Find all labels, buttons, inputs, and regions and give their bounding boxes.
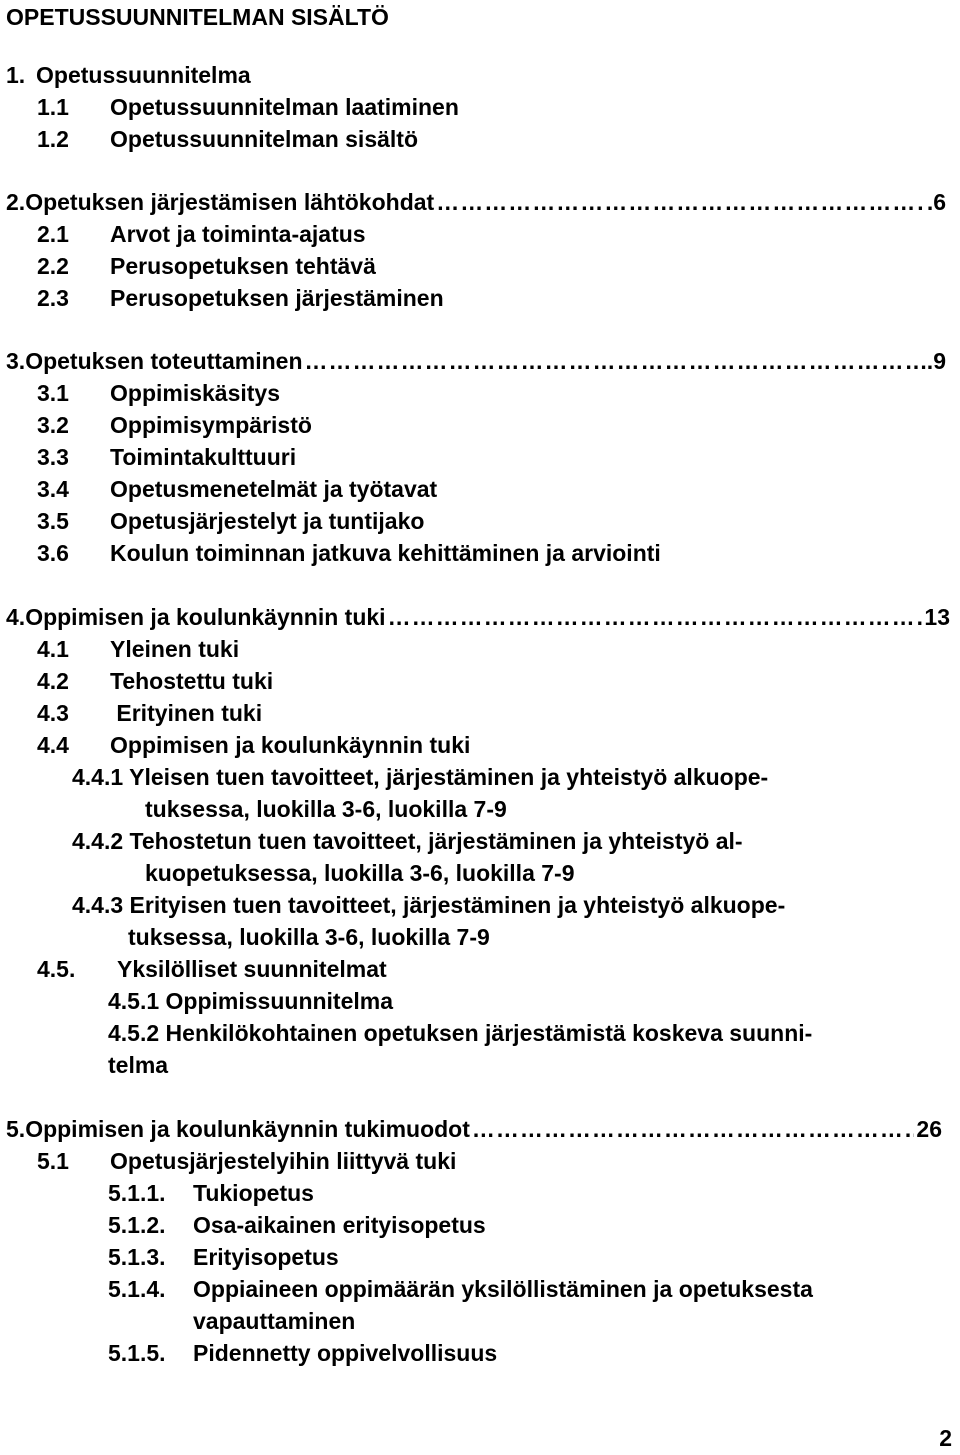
toc-label: Osa-aikainen erityisopetus: [193, 1212, 486, 1238]
toc-item-4-4-2-cont: [145, 858, 575, 888]
toc-page-number: .6: [926, 189, 946, 215]
toc-item-3-1[interactable]: [37, 378, 280, 408]
toc-item-4-3[interactable]: [37, 698, 262, 728]
toc-page-number: 26: [916, 1116, 942, 1142]
toc-label: 4.4.3 Erityisen tuen tavoitteet, järjestäminen ja yhteistyö alkuope-: [72, 892, 786, 918]
toc-item-5-1-2[interactable]: [108, 1210, 486, 1240]
toc-label: 4.5.1 Oppimissuunnitelma: [108, 988, 394, 1014]
toc-label-continuation: tuksessa, luokilla 3-6, luokilla 7-9: [145, 796, 507, 822]
toc-label: Oppimisen ja koulunkäynnin tuki: [110, 732, 471, 758]
toc-item-4-5[interactable]: [37, 954, 387, 984]
toc-item-4-4-3[interactable]: [72, 890, 785, 920]
toc-label: Perusopetuksen tehtävä: [110, 253, 376, 279]
toc-item-4-4-2[interactable]: [72, 826, 743, 856]
toc-item-1-1[interactable]: [37, 92, 459, 122]
toc-item-3[interactable]: [6, 346, 946, 376]
toc-item-2-1[interactable]: [37, 219, 366, 249]
toc-label: Opetusmenetelmät ja työtavat: [110, 476, 438, 502]
toc-number: 1.1: [37, 94, 69, 120]
toc-label: Opetussuunnitelman laatiminen: [110, 94, 459, 120]
toc-number: 4.2: [37, 668, 69, 694]
toc-item-4-2[interactable]: [37, 666, 273, 696]
toc-item-4-4-1-cont: [145, 794, 507, 824]
toc-item-4[interactable]: [6, 602, 950, 632]
toc-item-3-4[interactable]: [37, 474, 437, 504]
toc-label: Koulun toiminnan jatkuva kehittäminen ja arviointi: [110, 540, 661, 566]
toc-number: 4.1: [37, 636, 69, 662]
toc-label: Arvot ja toiminta-ajatus: [110, 221, 366, 247]
toc-number: 5.1.3.: [108, 1244, 166, 1270]
toc-item-5[interactable]: [6, 1114, 942, 1144]
toc-number: 3.1: [37, 380, 69, 406]
toc-item-4-1[interactable]: [37, 634, 239, 664]
toc-item-4-4[interactable]: [37, 730, 470, 760]
toc-label: Opetuksen toteuttaminen: [25, 348, 303, 374]
toc-number: 3.3: [37, 444, 69, 470]
toc-number: 2.3: [37, 285, 69, 311]
toc-number: 2.2: [37, 253, 69, 279]
toc-number: 5.: [6, 1116, 26, 1142]
toc-item-4-5-2[interactable]: [108, 1018, 812, 1048]
toc-label: Opetussuunnitelma: [36, 62, 251, 88]
page-number: 2: [939, 1425, 952, 1451]
toc-item-5-1-4[interactable]: [108, 1274, 813, 1304]
toc-label-continuation: vapauttaminen: [193, 1308, 356, 1334]
toc-label: Tukiopetus: [193, 1180, 314, 1206]
toc-item-5-1-5[interactable]: [108, 1338, 497, 1368]
toc-label: 4.4.2 Tehostetun tuen tavoitteet, järjestäminen ja yhteistyö al-: [72, 828, 743, 854]
toc-label: Perusopetuksen järjestäminen: [110, 285, 444, 311]
toc-leader-dots: [388, 602, 923, 632]
toc-label: Opetusjärjestelyihin liittyvä tuki: [110, 1148, 457, 1174]
toc-number: 5.1.5.: [108, 1340, 166, 1366]
toc-item-4-5-1[interactable]: [108, 986, 393, 1016]
toc-label: Opetusjärjestelyt ja tuntijako: [110, 508, 425, 534]
toc-number: 5.1.1.: [108, 1180, 166, 1206]
toc-label: Oppimiskäsitys: [110, 380, 281, 406]
toc-item-3-5[interactable]: [37, 506, 424, 536]
toc-item-5-1[interactable]: [37, 1146, 456, 1176]
toc-number: 3.5: [37, 508, 69, 534]
toc-item-4-4-3-cont: [128, 922, 490, 952]
toc-label: Tehostettu tuki: [110, 668, 274, 694]
toc-leader-dots: [472, 1114, 915, 1144]
toc-number: 1.: [6, 62, 26, 88]
toc-label-continuation: kuopetuksessa, luokilla 3-6, luokilla 7-9: [145, 860, 575, 886]
toc-label: Opetuksen järjestämisen lähtökohdat: [25, 189, 435, 215]
toc-page-number: ..9: [920, 348, 946, 374]
toc-item-3-6[interactable]: [37, 538, 661, 568]
toc-number: 5.1.4.: [108, 1276, 166, 1302]
toc-item-3-3[interactable]: [37, 442, 296, 472]
toc-label: Yleinen tuki: [110, 636, 240, 662]
toc-page-number: 13: [924, 604, 950, 630]
toc-item-5-1-3[interactable]: [108, 1242, 339, 1272]
toc-item-1[interactable]: [6, 60, 251, 90]
toc-item-4-4-1[interactable]: [72, 762, 768, 792]
toc-item-4-5-2-cont: [108, 1050, 168, 1080]
toc-label-continuation: tuksessa, luokilla 3-6, luokilla 7-9: [128, 924, 490, 950]
toc-number: 2.1: [37, 221, 69, 247]
toc-number: 4.3: [37, 700, 69, 726]
toc-label: Yksilölliset suunnitelmat: [117, 956, 387, 982]
toc-number: 4.4: [37, 732, 69, 758]
toc-label-continuation: telma: [108, 1052, 169, 1078]
toc-item-5-1-4-cont: [193, 1306, 355, 1336]
toc-label: Erityisopetus: [193, 1244, 339, 1270]
toc-item-2-2[interactable]: [37, 251, 376, 281]
toc-number: 1.2: [37, 126, 69, 152]
toc-number: 3.4: [37, 476, 69, 502]
toc-label: Oppimisympäristö: [110, 412, 312, 438]
toc-number: 3.: [6, 348, 26, 374]
toc-label: Oppiaineen oppimäärän yksilöllistäminen ja opetuksesta: [193, 1276, 813, 1302]
toc-number: 4.: [6, 604, 26, 630]
toc-leader-dots: [305, 346, 919, 376]
toc-label: Oppimisen ja koulunkäynnin tukimuodot: [25, 1116, 470, 1142]
toc-item-1-2[interactable]: [37, 124, 418, 154]
toc-number: 5.1.2.: [108, 1212, 166, 1238]
toc-label: Erityinen tuki: [110, 700, 263, 726]
toc-number: 5.1: [37, 1148, 69, 1174]
toc-label: 4.5.2 Henkilökohtainen opetuksen järjestämistä koskeva suunni-: [108, 1020, 813, 1046]
toc-label: Toimintakulttuuri: [110, 444, 297, 470]
toc-label: Opetussuunnitelman sisältö: [110, 126, 418, 152]
toc-leader-dots: [436, 187, 925, 217]
toc-item-5-1-1[interactable]: [108, 1178, 314, 1208]
toc-label: 4.4.1 Yleisen tuen tavoitteet, järjestäminen ja yhteistyö alkuope-: [72, 764, 769, 790]
toc-label: Oppimisen ja koulunkäynnin tuki: [25, 604, 386, 630]
toc-item-2-3[interactable]: [37, 283, 444, 313]
toc-number: 2.: [6, 189, 26, 215]
page-title: OPETUSSUUNNITELMAN SISÄLTÖ: [6, 4, 389, 30]
toc-number: 3.2: [37, 412, 69, 438]
toc-label: Pidennetty oppivelvollisuus: [193, 1340, 498, 1366]
toc-item-2[interactable]: [6, 187, 946, 217]
toc-number: 3.6: [37, 540, 69, 566]
toc-item-3-2[interactable]: [37, 410, 312, 440]
toc-number: 4.5.: [37, 956, 76, 982]
